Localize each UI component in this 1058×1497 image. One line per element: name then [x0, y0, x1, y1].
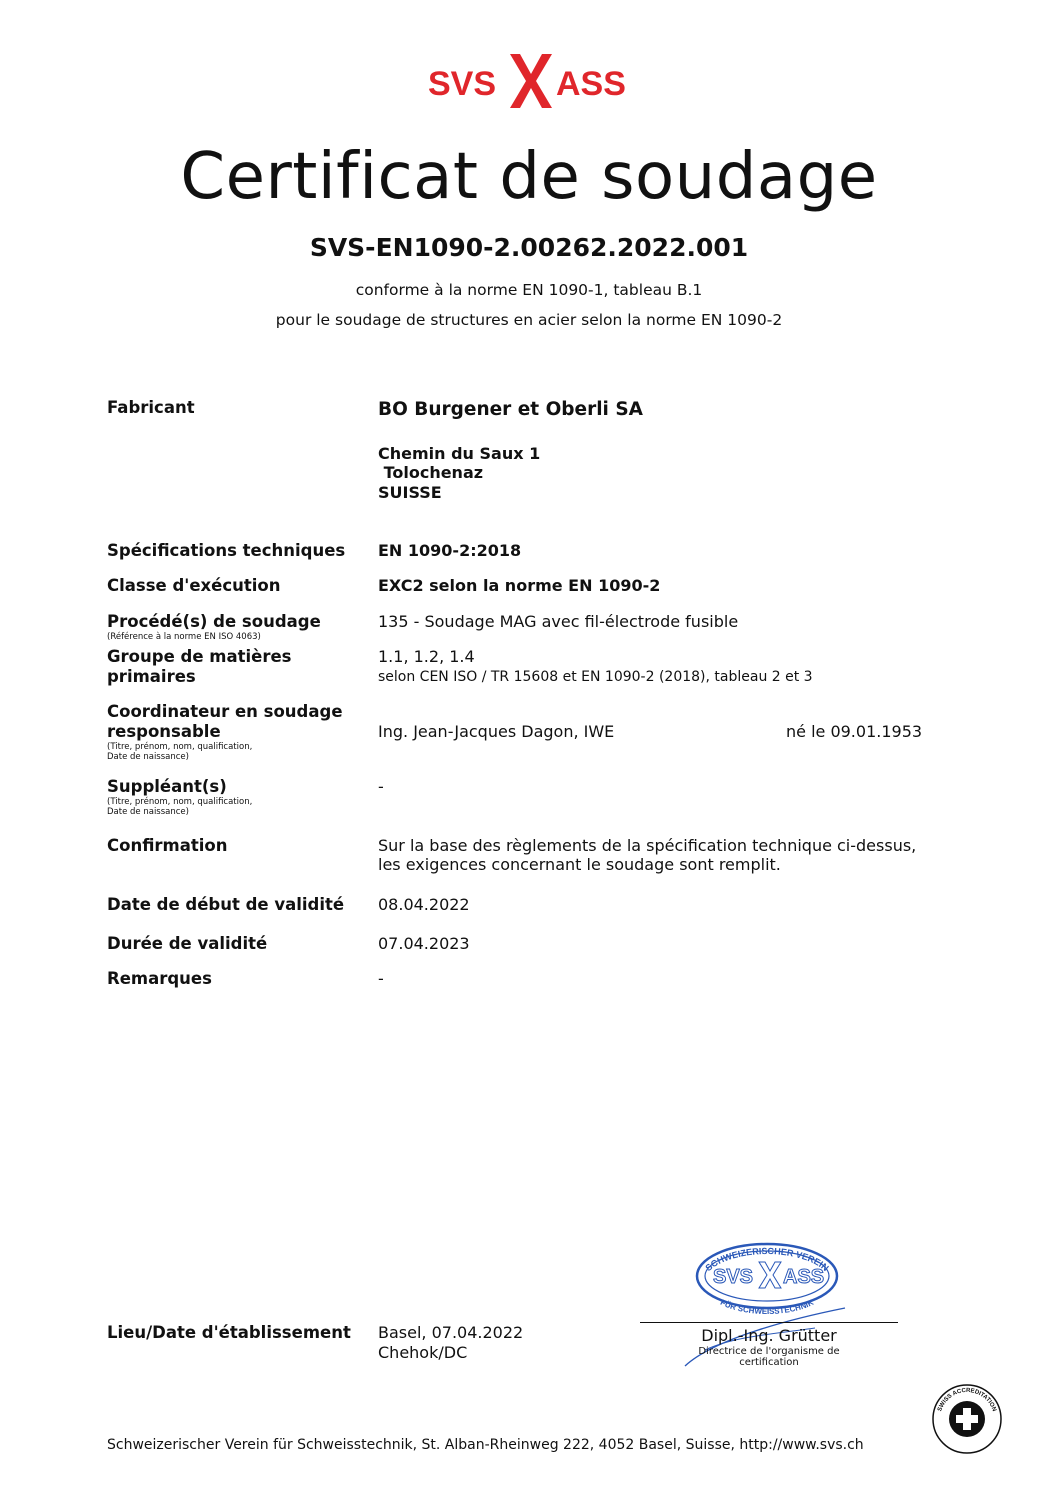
stamp-top-text: SCHWEIZERISCHER VEREIN — [703, 1245, 831, 1274]
coordinateur-label — [107, 702, 343, 762]
signature-name: Dipl.-Ing. Grütter — [701, 1326, 837, 1345]
fabricant-street: Chemin du Saux 1 — [378, 444, 541, 463]
swiss-cross-icon-h — [956, 1415, 978, 1423]
debut-label: Date de début de validité — [107, 895, 345, 914]
signature-line — [640, 1322, 898, 1323]
logo-cross-icon — [510, 54, 552, 108]
duree-label: Durée de validité — [107, 934, 268, 953]
groupe-value: 1.1, 1.2, 1.4 — [378, 647, 475, 666]
swiss-accreditation-seal — [930, 1382, 1004, 1456]
groupe-label — [107, 647, 291, 687]
specifications-label: Spécifications techniques — [107, 541, 346, 560]
suppleant-note-line1: (Titre, prénom, nom, qualification, — [107, 797, 253, 807]
confirmation-line1: Sur la base des règlements de la spécification technique ci-dessus, — [378, 836, 917, 855]
stamp-cross-icon — [759, 1262, 781, 1288]
subtitle-line2: pour le soudage de structures en acier selon la norme EN 1090-2 — [275, 311, 783, 329]
accreditation-text: SWISS ACCREDITATION — [937, 1387, 997, 1413]
page-footer: Schweizerischer Verein für Schweisstechnik, St. Alban-Rheinweg 222, 4052 Basel, Suisse, http://www.svs.ch — [107, 1437, 864, 1453]
confirmation-label: Confirmation — [107, 836, 228, 855]
specifications-value: EN 1090-2:2018 — [378, 541, 522, 560]
suppleant-note-line2: Date de naissance) — [107, 807, 189, 817]
suppleant-value: - — [378, 777, 384, 796]
logo-left-text: SVS — [428, 65, 497, 103]
fabricant-country: SUISSE — [378, 483, 442, 502]
coordinateur-label-line1: Coordinateur en soudage — [107, 702, 343, 721]
procede-label-text: Procédé(s) de soudage — [107, 612, 321, 631]
svs-ass-logo — [428, 50, 634, 112]
remarques-value: - — [378, 969, 384, 988]
logo-right-text: ASS — [556, 65, 626, 103]
groupe-label-line2: primaires — [107, 667, 196, 686]
fabricant-company: BO Burgener et Oberli SA — [378, 399, 643, 420]
procede-value: 135 - Soudage MAG avec fil-électrode fusible — [378, 612, 739, 631]
coordinateur-note-line2: Date de naissance) — [107, 752, 189, 762]
coordinateur-label-line2: responsable — [107, 722, 221, 741]
lieu-line2: Chehok/DC — [378, 1343, 468, 1362]
confirmation-line2: les exigences concernant le soudage sont remplit. — [378, 855, 781, 874]
signature-role — [640, 1346, 898, 1368]
fabricant-label: Fabricant — [107, 398, 195, 417]
suppleant-label-text: Suppléant(s) — [107, 777, 227, 796]
classe-label: Classe d'exécution — [107, 576, 281, 595]
fabricant-city: Tolochenaz — [378, 463, 484, 482]
procede-note: (Référence à la norme EN ISO 4063) — [107, 632, 261, 642]
groupe-label-line1: Groupe de matières — [107, 647, 292, 666]
coordinateur-note-line1: (Titre, prénom, nom, qualification, — [107, 742, 253, 752]
signature-role-line2: certification — [739, 1357, 799, 1368]
coordinateur-value: Ing. Jean-Jacques Dagon, IWE — [378, 722, 615, 741]
subtitle-line1: conforme à la norme EN 1090-1, tableau B.1 — [355, 281, 703, 299]
certificate-number: SVS-EN1090-2.00262.2022.001 — [309, 233, 749, 262]
remarques-label: Remarques — [107, 969, 212, 988]
stamp-bottom-text: FÜR SCHWEISSTECHNIK — [718, 1297, 816, 1317]
suppleant-label — [107, 777, 252, 817]
duree-value: 07.04.2023 — [378, 934, 470, 953]
debut-value: 08.04.2022 — [378, 895, 470, 914]
lieu-label: Lieu/Date d'établissement — [107, 1323, 351, 1342]
lieu-line1: Basel, 07.04.2022 — [378, 1323, 524, 1342]
stamp-logo-left: SVS — [713, 1266, 754, 1288]
signature-role-line1: Directrice de l'organisme de — [698, 1346, 840, 1357]
coordinateur-birth: né le 09.01.1953 — [786, 722, 923, 741]
page-title: Certificat de soudage — [180, 140, 878, 214]
groupe-value-note: selon CEN ISO / TR 15608 et EN 1090-2 (2018), tableau 2 et 3 — [378, 669, 813, 685]
stamp-logo-right: ASS — [783, 1266, 825, 1288]
procede-label — [107, 612, 321, 642]
classe-value: EXC2 selon la norme EN 1090-2 — [378, 576, 661, 595]
